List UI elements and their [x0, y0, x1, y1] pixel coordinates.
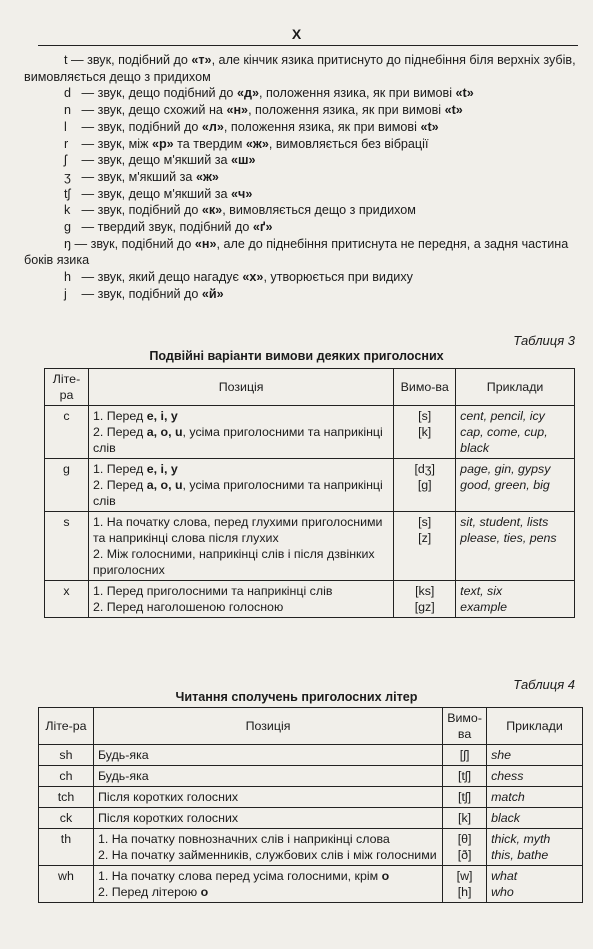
- position-text: Після коротких голосних: [97, 811, 239, 825]
- pronunciation-cell: [394, 512, 456, 581]
- sound-item: [44, 85, 576, 102]
- position-cell: [93, 866, 442, 903]
- example-text: thick, myth: [491, 832, 551, 846]
- pronunciation-cell: [443, 808, 487, 829]
- example-text: page, gin, gypsy: [460, 462, 551, 476]
- column-header-pron: Вимо-ва: [443, 708, 487, 745]
- examples-cell: [456, 459, 575, 512]
- table-row: [39, 866, 583, 903]
- pronunciation-cell: [443, 745, 487, 766]
- phonetic-symbol: l: [64, 119, 67, 134]
- sound-description: — звук, між «р» та твердим «ж», вимовляється без вібрації: [78, 136, 429, 151]
- example-text: who: [491, 885, 514, 899]
- position-text: 2. Перед a, o, u, усіма приголосними та наприкінці слів: [92, 425, 383, 455]
- examples-cell: [487, 829, 583, 866]
- table4: [38, 707, 583, 903]
- column-header-examples: Приклади: [487, 708, 583, 745]
- column-header-examples: Приклади: [456, 369, 575, 406]
- pronunciation-text: [k]: [458, 811, 472, 825]
- letter-cell: ck: [39, 808, 94, 829]
- position-cell: [88, 581, 393, 618]
- examples-cell: [456, 512, 575, 581]
- sound-description: — звук, подібний до «н», але до піднебіння притиснута не передня, а задня частина боків язика: [24, 236, 569, 268]
- sound-description: — звук, подібний до «й»: [78, 286, 224, 301]
- header-rule: [38, 45, 578, 46]
- table-row: [45, 459, 575, 512]
- sound-item: [44, 286, 576, 303]
- example-text: please, ties, pens: [460, 531, 557, 545]
- sound-item: [24, 52, 576, 85]
- example-text: cent, pencil, icy: [460, 409, 545, 423]
- position-cell: [93, 808, 442, 829]
- sound-description: — твердий звук, подібний до «ґ»: [78, 220, 273, 235]
- sound-item: [44, 169, 576, 186]
- sound-item: [44, 269, 576, 286]
- sound-description: — звук, дещо м'якший за «ш»: [78, 153, 256, 168]
- example-text: black: [491, 811, 521, 825]
- pronunciation-text: [ð]: [457, 848, 472, 862]
- sound-item: [44, 219, 576, 236]
- position-cell: [93, 787, 442, 808]
- table-row: [39, 829, 583, 866]
- table3-title: Подвійні варіанти вимови деяких приголосних: [149, 349, 444, 363]
- examples-cell: [487, 808, 583, 829]
- sound-item: [44, 152, 576, 169]
- pronunciation-text: [ʃ]: [459, 748, 470, 762]
- pronunciation-cell: [443, 866, 487, 903]
- phonetic-symbol: ŋ: [64, 236, 72, 251]
- position-cell: [93, 766, 442, 787]
- letter-cell: ch: [39, 766, 94, 787]
- examples-cell: [487, 745, 583, 766]
- examples-cell: [456, 406, 575, 459]
- phonetic-symbol: k: [64, 203, 71, 218]
- position-cell: [88, 459, 393, 512]
- position-text: Після коротких голосних: [97, 790, 239, 804]
- table-row: [39, 745, 583, 766]
- examples-cell: [487, 766, 583, 787]
- position-text: 2. Перед наголошеною голосною: [92, 600, 284, 614]
- phonetic-symbol: j: [64, 286, 67, 301]
- phonetic-symbol: tʃ: [64, 186, 71, 201]
- position-text: 1. На початку слова перед усіма голосними, крім o: [97, 869, 390, 883]
- letter-cell: wh: [39, 866, 94, 903]
- position-text: 1. На початку слова, перед глухими приголосними та наприкінці слова після глухих: [92, 515, 383, 545]
- position-cell: [93, 745, 442, 766]
- position-text: 1. Перед приголосними та наприкінці слів: [92, 584, 333, 598]
- column-header-letter: Літе-ра: [45, 369, 89, 406]
- sound-description: — звук, подібний до «л», положення язика, як при вимові «t»: [78, 119, 439, 134]
- pronunciation-text: [g]: [417, 478, 432, 492]
- examples-cell: [456, 581, 575, 618]
- position-text: 1. Перед e, i, y: [92, 409, 178, 423]
- table-row: [45, 406, 575, 459]
- sound-item: [44, 202, 576, 219]
- column-header-position: Позиція: [93, 708, 442, 745]
- pronunciation-text: [dʒ]: [414, 462, 435, 476]
- pronunciation-text: [s]: [418, 515, 432, 529]
- phonetic-symbol: g: [64, 220, 72, 235]
- position-text: 1. На початку повнозначних слів і наприкінці слова: [97, 832, 390, 846]
- table4-caption: Таблиця 4: [513, 677, 575, 692]
- position-text: 2. Між голосними, наприкінці слів і після дзвінких приголосних: [92, 547, 375, 577]
- example-text: what: [491, 869, 518, 883]
- pronunciation-text: [w]: [456, 869, 473, 883]
- column-header-pron: Вимо-ва: [394, 369, 456, 406]
- position-cell: [93, 829, 442, 866]
- letter-cell: s: [45, 512, 89, 581]
- letter-cell: tch: [39, 787, 94, 808]
- position-text: 1. Перед e, i, y: [92, 462, 178, 476]
- pronunciation-cell: [443, 766, 487, 787]
- position-cell: [88, 512, 393, 581]
- sound-item: [44, 119, 576, 136]
- pronunciation-text: [θ]: [457, 832, 472, 846]
- pronunciation-cell: [394, 406, 456, 459]
- examples-cell: [487, 866, 583, 903]
- position-text: 2. На початку займенників, службових слів і між голосними: [97, 848, 437, 862]
- sound-description: — звук, подібний до «т», але кінчик язика притиснуто до піднебіння біля верхніх зубів, вимовляється дещо з придихом: [24, 53, 576, 84]
- pronunciation-text: [tʃ]: [458, 790, 472, 804]
- table-row: [39, 787, 583, 808]
- table3-caption: Таблиця 3: [513, 333, 575, 348]
- letter-cell: x: [45, 581, 89, 618]
- sound-item: [24, 236, 576, 269]
- table-header-row: [45, 369, 575, 406]
- letter-cell: sh: [39, 745, 94, 766]
- example-text: sit, student, lists: [460, 515, 549, 529]
- example-text: chess: [491, 769, 524, 783]
- pronunciation-cell: [394, 459, 456, 512]
- table-row: [45, 512, 575, 581]
- letter-cell: g: [45, 459, 89, 512]
- sound-descriptions: [24, 52, 576, 303]
- sound-description: — звук, який дещо нагадує «х», утворюється при видиху: [78, 270, 413, 285]
- phonetic-symbol: ʒ: [64, 169, 71, 184]
- phonetic-symbol: ʃ: [64, 153, 67, 168]
- phonetic-symbol: h: [64, 270, 72, 285]
- table4-title: Читання сполучень приголосних літер: [175, 690, 418, 704]
- pronunciation-text: [gz]: [414, 600, 435, 614]
- sound-item: [44, 186, 576, 203]
- pronunciation-text: [h]: [457, 885, 472, 899]
- position-text: Будь-яка: [97, 769, 149, 783]
- table-row: [39, 766, 583, 787]
- position-text: 2. Перед a, o, u, усіма приголосними та наприкінці слів: [92, 478, 383, 508]
- examples-cell: [487, 787, 583, 808]
- example-text: this, bathe: [491, 848, 549, 862]
- pronunciation-text: [k]: [418, 425, 432, 439]
- table-row: [45, 581, 575, 618]
- pronunciation-cell: [394, 581, 456, 618]
- sound-description: — звук, м'якший за «ж»: [78, 169, 219, 184]
- position-text: 2. Перед літерою o: [97, 885, 209, 899]
- sound-description: — звук, дещо подібний до «д», положення язика, як при вимові «t»: [78, 86, 474, 101]
- pronunciation-text: [ks]: [415, 584, 435, 598]
- phonetic-symbol: t: [64, 53, 68, 67]
- column-header-position: Позиція: [88, 369, 393, 406]
- example-text: she: [491, 748, 512, 762]
- phonetic-symbol: d: [64, 86, 72, 101]
- pronunciation-cell: [443, 787, 487, 808]
- table-header-row: [39, 708, 583, 745]
- table-row: [39, 808, 583, 829]
- example-text: match: [491, 790, 525, 804]
- column-header-letter: Літе-ра: [39, 708, 94, 745]
- pronunciation-text: [z]: [418, 531, 432, 545]
- example-text: text, six: [460, 584, 503, 598]
- sound-description: — звук, подібний до «к», вимовляється дещо з придихом: [78, 203, 416, 218]
- sound-item: [44, 136, 576, 153]
- phonetic-symbol: r: [64, 136, 69, 151]
- phonetic-symbol: n: [64, 103, 72, 118]
- sound-description: — звук, дещо м'якший за «ч»: [78, 186, 253, 201]
- letter-cell: c: [45, 406, 89, 459]
- sound-item: [44, 102, 576, 119]
- table3: [44, 368, 575, 618]
- pronunciation-text: [tʃ]: [458, 769, 472, 783]
- position-text: Будь-яка: [97, 748, 149, 762]
- pronunciation-cell: [443, 829, 487, 866]
- position-cell: [88, 406, 393, 459]
- running-header-letter: X: [291, 26, 302, 42]
- pronunciation-text: [s]: [418, 409, 432, 423]
- letter-cell: th: [39, 829, 94, 866]
- example-text: example: [460, 600, 508, 614]
- sound-description: — звук, дещо схожий на «н», положення язика, як при вимові «t»: [78, 103, 463, 118]
- example-text: good, green, big: [460, 478, 550, 492]
- example-text: cap, come, cup, black: [460, 425, 548, 455]
